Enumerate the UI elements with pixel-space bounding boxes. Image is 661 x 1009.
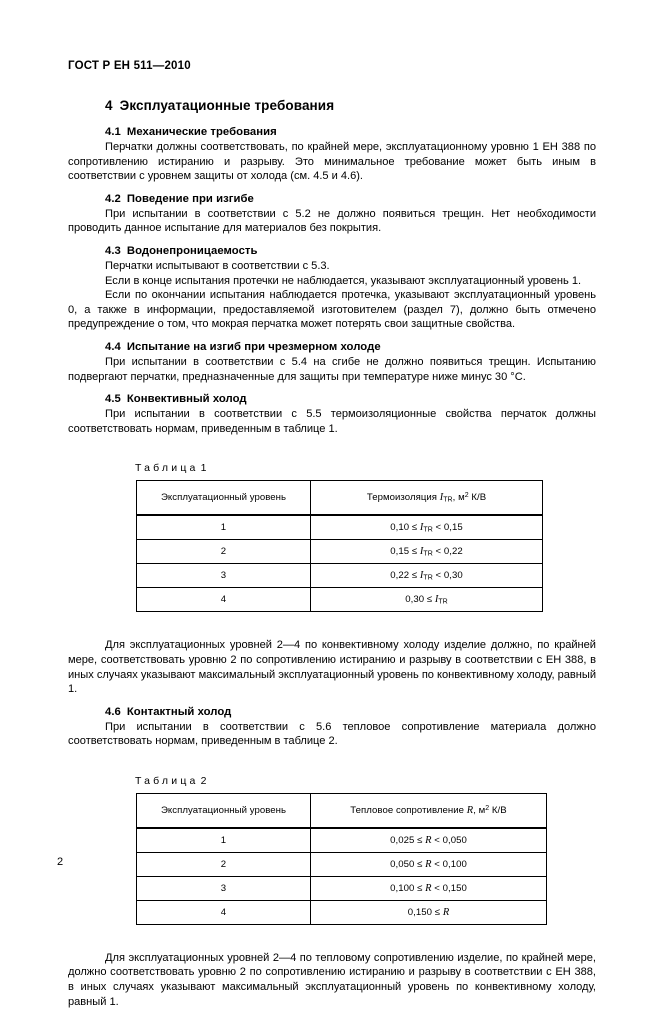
table-1-symbol-subscript: TR bbox=[423, 574, 433, 582]
table-2-header-units-exp: 2 bbox=[485, 804, 490, 812]
subclause-4-1-number: 4.1 bbox=[105, 126, 121, 138]
table-1-header-units-tail: К/В bbox=[471, 492, 487, 504]
subclause-4-6-heading bbox=[68, 706, 596, 718]
table-1-caption-word: Таблица bbox=[135, 462, 199, 475]
table-2-caption-number: 2 bbox=[200, 774, 207, 787]
table-1-symbol: $I_{TR}$ bbox=[434, 594, 448, 606]
table-1-header-value bbox=[311, 481, 543, 516]
subclause-4-5-number: 4.5 bbox=[105, 393, 121, 406]
table-2-header-value bbox=[311, 793, 547, 828]
subclause-4-6-title: Контактный холод bbox=[126, 705, 232, 718]
subclause-4-3-number: 4.3 bbox=[105, 244, 121, 257]
table-2-relation-upper: < bbox=[434, 834, 440, 846]
table-2-upper-bound: 0,100 bbox=[442, 858, 467, 870]
subclause-4-1-title: Механические требования bbox=[126, 126, 277, 138]
table-2-lower-bound: 0,025 bbox=[390, 834, 415, 846]
table-2-row bbox=[137, 828, 547, 853]
table-1-symbol: $I_{TR}$ bbox=[419, 546, 433, 558]
table-2-relation-upper: < bbox=[434, 882, 440, 894]
table-2-lower-bound: 0,050 bbox=[390, 858, 415, 870]
subclause-4-6-paragraph-2: Для эксплуатационных уровней 2—4 по тепловому сопротивлению изделие, по крайней мере, должно соответствовать уровню 2 по сопротивлению истиранию и разрыву в соответствии с ЕН 388, в иных случаях указывают максимальный эксплуатационный уровень по конвективному холоду, равный 1. bbox=[68, 951, 596, 1008]
table-2-symbol: R bbox=[425, 882, 432, 894]
spacer bbox=[68, 612, 596, 638]
table-1-header-units-exp: 2 bbox=[464, 491, 469, 499]
subclause-4-5-title: Конвективный холод bbox=[126, 393, 247, 406]
table-2-cell-level: 3 bbox=[137, 876, 311, 900]
table-2-cell-level: 4 bbox=[137, 900, 311, 924]
table-2-relation-lower: ≤ bbox=[417, 858, 423, 870]
table-1-row bbox=[137, 564, 543, 588]
table-1-cell-level: 4 bbox=[137, 588, 311, 612]
page-number: 2 bbox=[57, 856, 64, 868]
table-2-symbol: R bbox=[442, 906, 450, 918]
table-1-lower-bound: 0,10 bbox=[390, 522, 410, 534]
table-2-row bbox=[137, 852, 547, 876]
table-1-caption-number: 1 bbox=[200, 462, 207, 475]
subclause-4-4-heading bbox=[68, 341, 596, 353]
subclause-4-6-number: 4.6 bbox=[105, 705, 121, 718]
table-1-lower-bound: 0,22 bbox=[390, 570, 410, 582]
table-1-cell-level: 2 bbox=[137, 540, 311, 564]
subclause-4-5-paragraph-1: При испытании в соответствии с 5.5 термоизоляционные свойства перчаток должны соответствовать нормам, приведенным в таблице 1. bbox=[68, 408, 596, 435]
table-2-lower-bound: 0,100 bbox=[390, 882, 415, 894]
clause-4-title: Эксплуатационные требования bbox=[119, 98, 335, 113]
subclause-4-3-title: Водонепроницаемость bbox=[126, 244, 258, 257]
table-2-cell-value bbox=[311, 876, 547, 900]
table-1-relation-upper: < bbox=[435, 522, 442, 534]
table-1-relation-lower: ≤ bbox=[411, 570, 418, 582]
subclause-4-5-paragraph-2: Для эксплуатационных уровней 2—4 по конвективному холоду изделие должно, по крайней мере, соответствовать уровню 2 по сопротивлению истиранию и разрыву в соответствии с ЕН 388, в иных случаях указывают максимальный эксплуатационный уровень по конвективному холоду, равный 1. bbox=[68, 639, 596, 696]
running-head: ГОСТ Р ЕН 511—2010 bbox=[68, 60, 191, 72]
table-1 bbox=[136, 480, 543, 612]
table-1-body bbox=[137, 515, 543, 612]
table-1-lower-bound: 0,30 bbox=[405, 594, 425, 606]
table-2-cell-level: 2 bbox=[137, 852, 311, 876]
table-2-cell-value bbox=[311, 900, 547, 924]
spacer bbox=[68, 749, 596, 775]
table-1-symbol: $I_{TR}$ bbox=[419, 522, 433, 534]
table-2-relation-lower: ≤ bbox=[417, 882, 423, 894]
table-1-relation-lower: ≤ bbox=[426, 594, 433, 606]
subclause-4-4-number: 4.4 bbox=[105, 340, 121, 353]
table-2-relation-upper: < bbox=[434, 858, 440, 870]
subclause-4-1-paragraph-1: Перчатки должны соответствовать, по крайней мере, эксплуатационному уровню 1 ЕН 388 по сопротивлению истиранию и разрыву. Это минимальное требование может быть иным в соответствии с уровнем защиты от холода (см. 4.5 и 4.6). bbox=[68, 141, 596, 183]
table-1-header-row bbox=[137, 481, 543, 516]
table-2-header-value-prefix: Тепловое сопротивление bbox=[350, 804, 465, 816]
page-content bbox=[68, 98, 596, 1009]
table-1-cell-level: 3 bbox=[137, 564, 311, 588]
table-1-block bbox=[68, 462, 596, 612]
table-2-cell-level: 1 bbox=[137, 828, 311, 853]
table-2-row bbox=[137, 876, 547, 900]
spacer bbox=[68, 436, 596, 462]
table-2-caption-word: Таблица bbox=[135, 774, 199, 787]
table-2-block bbox=[68, 775, 596, 925]
subclause-4-2-title: Поведение при изгибе bbox=[126, 192, 254, 205]
subclause-4-2-number: 4.2 bbox=[105, 192, 121, 205]
clause-4-heading bbox=[68, 98, 596, 113]
table-1-header-level: Эксплуатационный уровень bbox=[137, 481, 311, 516]
table-1-symbol-subscript: TR bbox=[423, 526, 433, 534]
table-1-upper-bound: 0,30 bbox=[443, 570, 463, 582]
table-2-upper-bound: 0,050 bbox=[442, 834, 467, 846]
table-1-symbol-subscript: TR bbox=[423, 550, 433, 558]
spacer bbox=[68, 925, 596, 951]
table-1-symbol-letter: I bbox=[439, 492, 444, 504]
table-2-body bbox=[137, 828, 547, 925]
table-1-cell-value bbox=[311, 564, 543, 588]
table-1-symbol-subscript: TR bbox=[443, 496, 453, 504]
table-2-header-comma: , bbox=[473, 804, 476, 816]
subclause-4-4-paragraph-1: При испытании в соответствии с 5.4 на сгибе не должно появиться трещин. Испытанию подвергают перчатки, предназначенные для защиты при температуре ниже минус 30 °С. bbox=[68, 355, 596, 383]
table-2-symbol: R bbox=[425, 858, 432, 870]
table-1-header-symbol bbox=[440, 492, 453, 503]
subclause-4-3-paragraph-1: Перчатки испытывают в соответствии с 5.3. bbox=[105, 259, 330, 272]
subclause-4-4-title: Испытание на изгиб при чрезмерном холоде bbox=[126, 340, 381, 353]
subclause-4-6-paragraph-1: При испытании в соответствии с 5.6 тепловое сопротивление материала должно соответствовать нормам, приведенным в таблице 2. bbox=[68, 720, 596, 748]
table-1-cell-value bbox=[311, 588, 543, 612]
table-2-row bbox=[137, 900, 547, 924]
table-1-relation-lower: ≤ bbox=[411, 546, 418, 558]
table-2-upper-bound: 0,150 bbox=[442, 882, 467, 894]
table-1-upper-bound: 0,22 bbox=[443, 546, 463, 558]
table-1-row bbox=[137, 540, 543, 564]
table-1-relation-lower: ≤ bbox=[411, 522, 418, 534]
table-1-header-value-prefix: Термоизоляция bbox=[366, 492, 438, 504]
table-1-symbol-subscript: TR bbox=[438, 598, 448, 606]
subclause-4-3-heading bbox=[68, 245, 596, 257]
table-2-cell-value bbox=[311, 852, 547, 876]
table-2-caption bbox=[68, 775, 596, 787]
table-2-cell-value bbox=[311, 828, 547, 853]
subclause-4-2-heading bbox=[68, 193, 596, 205]
table-1-cell-value bbox=[311, 540, 543, 564]
table-1-cell-level: 1 bbox=[137, 515, 311, 540]
subclause-4-3-paragraph-3: Если по окончании испытания наблюдается протечка, указывают эксплуатационный уровень 0, а также в информации, предоставляемой изготовителем (раздел 7), должно быть отмечено предупреждение о том, что мокрая перчатка может потерять свои защитные свойства. bbox=[68, 289, 596, 331]
table-2-header-units: м bbox=[478, 804, 486, 816]
table-1-lower-bound: 0,15 bbox=[390, 546, 410, 558]
subclause-4-3-paragraph-2: Если в конце испытания протечки не наблюдается, указывают эксплуатационный уровень 1. bbox=[105, 274, 582, 287]
table-2-header-units-tail: К/В bbox=[491, 804, 507, 816]
subclause-4-2-paragraph-1: При испытании в соответствии с 5.2 не должно появиться трещин. Нет необходимости проводить данное испытание для материалов без покрытия. bbox=[68, 207, 596, 235]
subclause-4-1-heading bbox=[68, 126, 596, 138]
table-1-row bbox=[137, 515, 543, 540]
clause-4-number: 4 bbox=[105, 98, 113, 113]
table-2-relation-lower: ≤ bbox=[417, 834, 423, 846]
table-1-relation-upper: < bbox=[435, 570, 442, 582]
table-2-header-row bbox=[137, 793, 547, 828]
table-2-lower-bound: 0,150 bbox=[407, 906, 433, 918]
table-1-caption bbox=[68, 462, 596, 474]
table-2-symbol-letter: R bbox=[466, 804, 474, 816]
table-1-cell-value bbox=[311, 515, 543, 540]
table-1-header-comma: , bbox=[452, 492, 456, 504]
table-1-symbol: $I_{TR}$ bbox=[419, 570, 433, 582]
table-2-symbol: R bbox=[425, 834, 432, 846]
subclause-4-5-heading bbox=[68, 393, 596, 405]
table-1-header-units: м bbox=[458, 492, 465, 504]
table-2-relation-lower: ≤ bbox=[434, 906, 441, 918]
table-1-upper-bound: 0,15 bbox=[443, 522, 463, 534]
table-1-row bbox=[137, 588, 543, 612]
table-2 bbox=[136, 793, 547, 925]
table-1-relation-upper: < bbox=[435, 546, 442, 558]
table-2-header-level: Эксплуатационный уровень bbox=[137, 793, 311, 828]
